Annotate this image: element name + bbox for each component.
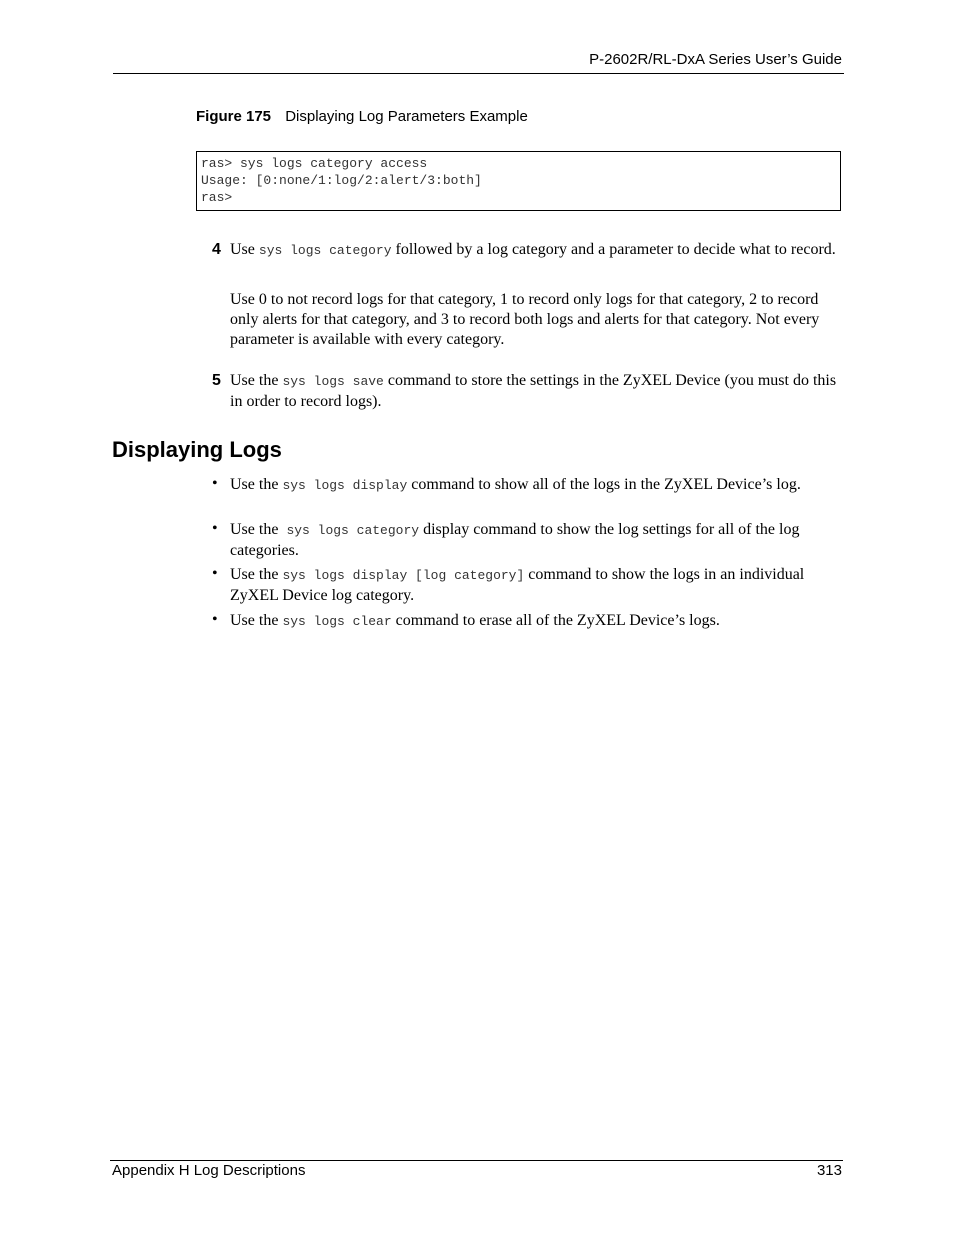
code-example-box bbox=[196, 151, 841, 211]
inline-code: sys logs clear bbox=[282, 614, 392, 629]
text-run: command to show the logs in an individual ZyXEL Device log category. bbox=[230, 566, 805, 604]
footer-chapter: Appendix H Log Descriptions bbox=[112, 1162, 306, 1179]
inline-code: sys logs category bbox=[258, 243, 392, 258]
code-line: Usage: [0:none/1:log/2:alert/3:both] bbox=[201, 173, 482, 188]
bullet-text bbox=[230, 611, 842, 632]
header-rule bbox=[113, 73, 844, 74]
text-run: command to store the settings in the ZyXEL Device (you must do this in order to record logs). bbox=[230, 372, 837, 410]
text-run: Use bbox=[230, 241, 259, 258]
text-run: Use the bbox=[230, 476, 283, 493]
text-run: Use the bbox=[230, 566, 283, 583]
step-number: 5 bbox=[212, 372, 221, 389]
figure-label: Figure 175 bbox=[196, 108, 272, 125]
figure-caption bbox=[196, 108, 528, 125]
bullet-dot: • bbox=[212, 565, 218, 582]
step-paragraph bbox=[230, 371, 842, 412]
figure-title: Displaying Log Parameters Example bbox=[285, 108, 528, 125]
text-run: command to erase all of the ZyXEL Device’s logs. bbox=[391, 612, 720, 629]
text-run: command to show all of the logs in the ZyXEL Device’s log. bbox=[407, 476, 801, 493]
page-number: 313 bbox=[816, 1162, 842, 1179]
bullet-text bbox=[230, 565, 842, 606]
bullet-dot: • bbox=[212, 611, 218, 628]
inline-code: sys logs display [log category] bbox=[282, 568, 525, 583]
step-paragraph bbox=[230, 240, 842, 261]
step-paragraph: Use 0 to not record logs for that category, 1 to record only logs for that category, 2 to record only alerts for that category, and 3 to record both logs and alerts for that category. Not every parameter is available with every category. bbox=[230, 291, 820, 348]
bullet-text bbox=[230, 475, 842, 496]
code-line: ras> sys logs category access bbox=[201, 156, 428, 171]
inline-code: sys logs display bbox=[282, 478, 408, 493]
bullet-text bbox=[230, 520, 842, 561]
code-line: ras> bbox=[201, 190, 233, 205]
text-run: followed by a log category and a parameter to decide what to record. bbox=[391, 241, 836, 258]
bullet-dot: • bbox=[212, 475, 218, 492]
inline-code: sys logs category bbox=[286, 523, 420, 538]
footer-rule bbox=[110, 1160, 843, 1161]
running-header: P-2602R/RL-DxA Series User’s Guide bbox=[589, 51, 842, 68]
text-run: display command to show the log settings for all of the log categories. bbox=[230, 521, 800, 559]
step-number: 4 bbox=[212, 241, 221, 258]
text-run: Use the bbox=[230, 612, 283, 629]
section-heading: Displaying Logs bbox=[112, 437, 282, 462]
text-run: Use the bbox=[230, 521, 287, 538]
bullet-dot: • bbox=[212, 520, 218, 537]
text-run: Use the bbox=[230, 372, 283, 389]
inline-code: sys logs save bbox=[282, 374, 384, 389]
